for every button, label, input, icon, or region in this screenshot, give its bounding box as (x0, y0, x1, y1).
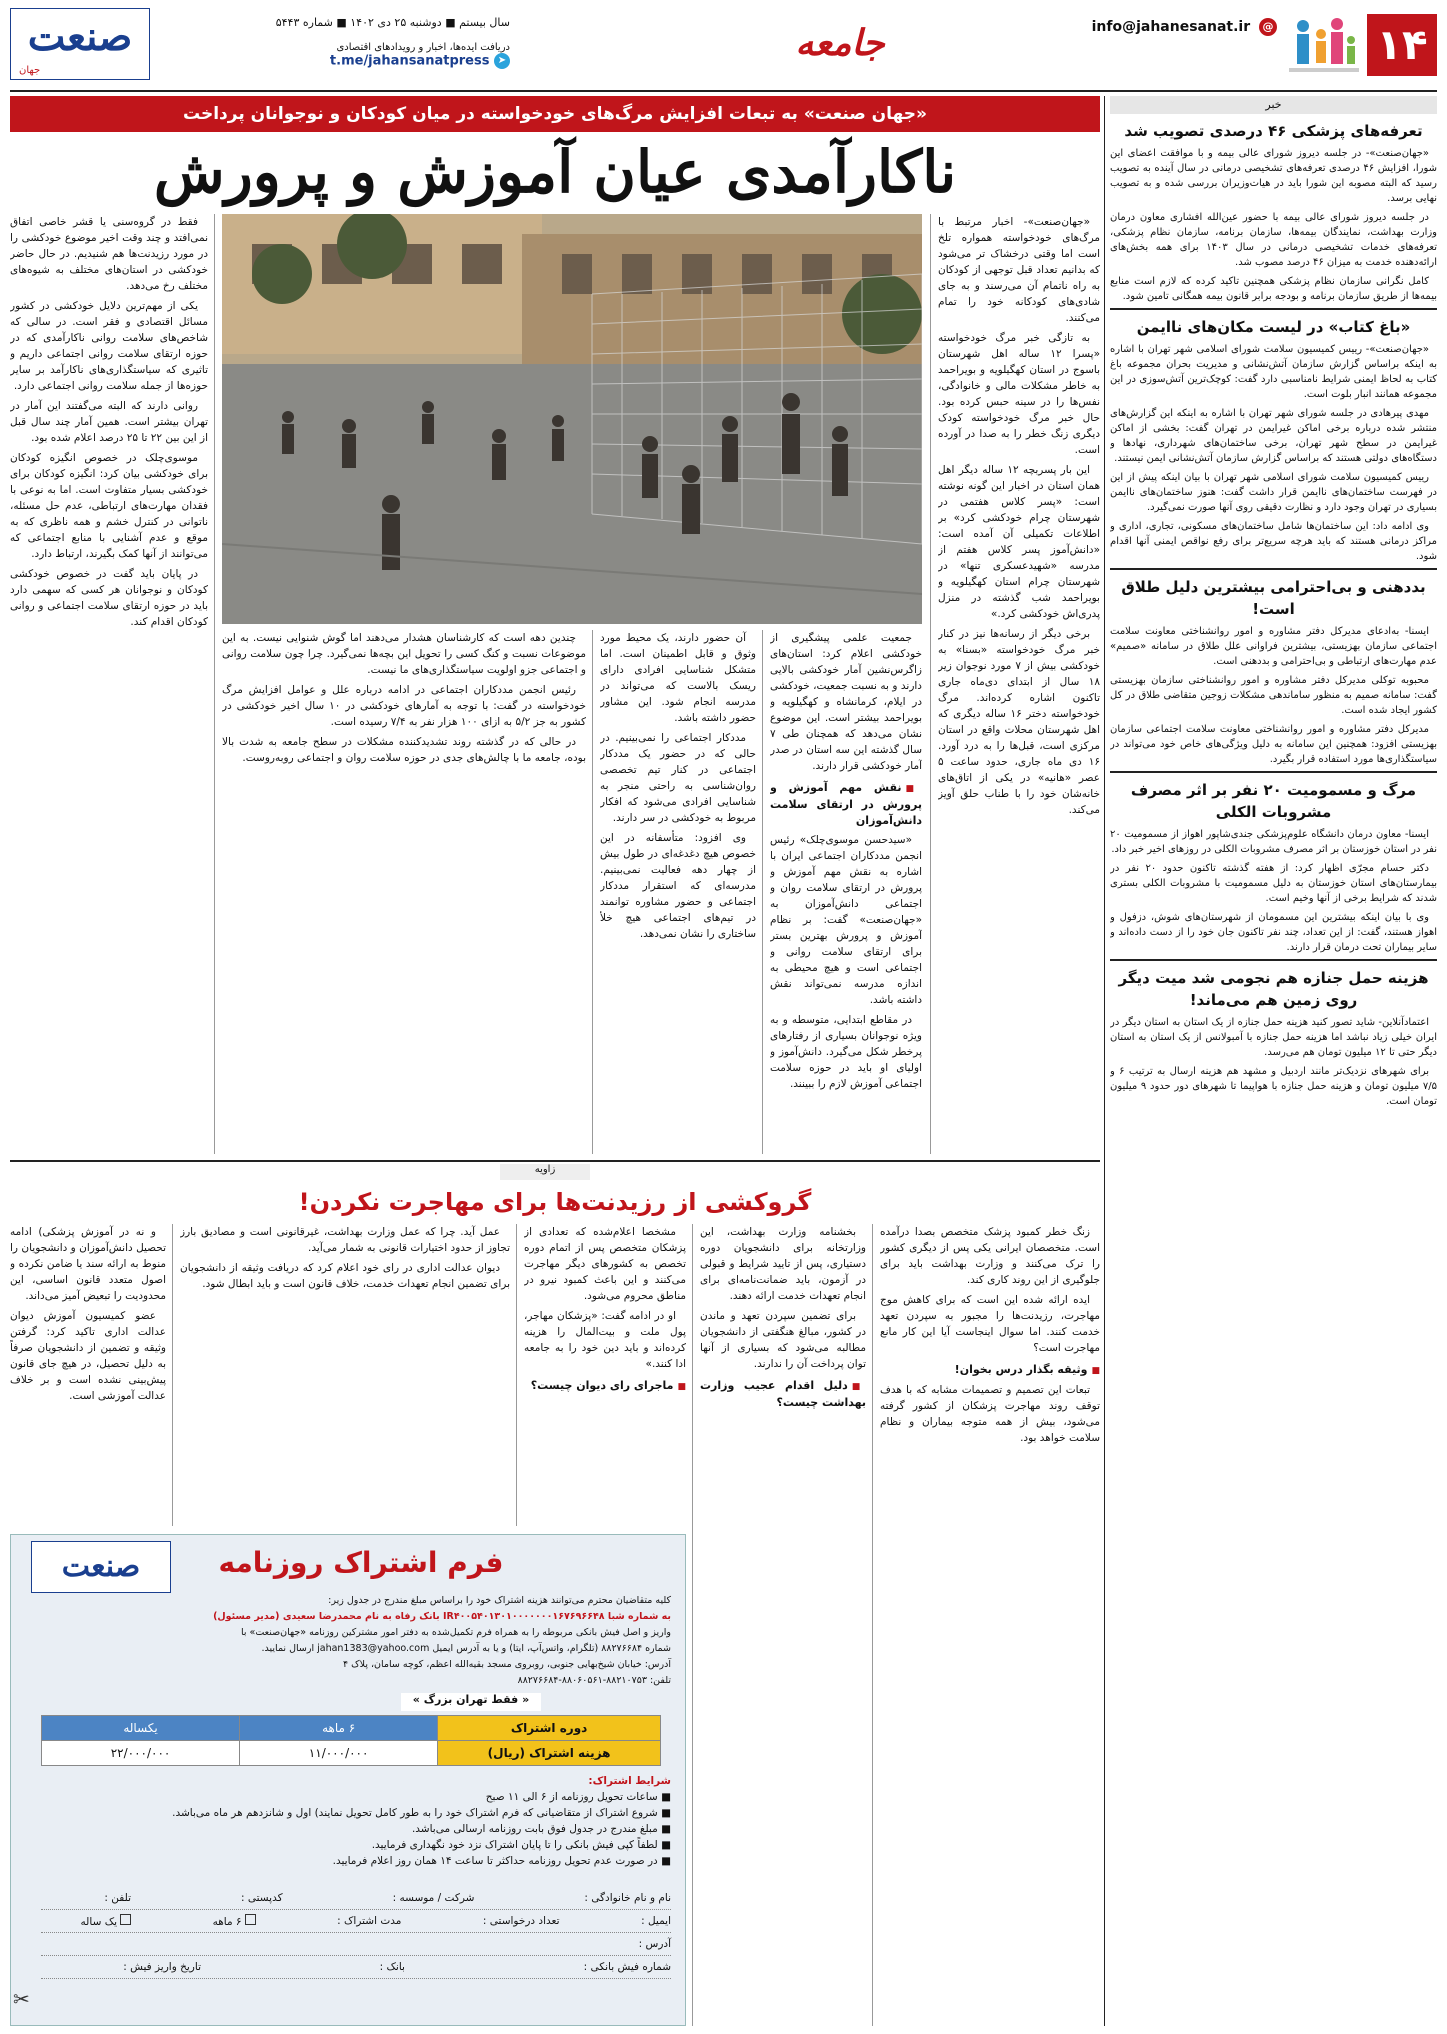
bottom-column-1: زنگ خطر کمبود پزشک متخصص بصدا درآمده است. متخصصان ایرانی یکی پس از دیگری کشور را ترک می‌کنند و وزارت بهداشت باید برای جلوگیری از این روند کاری کند. ایده ارائه شده این است که برای کاهش موج مهاجرت، رزیدنت‌ها را مجبور به سپردن تعهد خدمت کنند. اما سوال اینجاست آیا این کار مانع مهاجرت است؟ ■ وثیقه بگذار درس بخوان! تبعات این تصمیم و تصمیمات مشابه که با هدف توقف روند مهاجرت پزشکان از کشور گرفته می‌شود، بیش از همه متوجه بیماران و نظام سلامت خواهد بود. (880, 1224, 1100, 2026)
lead-kicker: «جهان صنعت» به تبعات افزایش مرگ‌های خودخواسته در میان کودکان و نوجوانان پرداخت (182, 104, 928, 124)
telegram-link[interactable]: t.me/jahansanatpress (329, 53, 490, 69)
form-notice: کلیه متقاضیان محترم می‌توانند هزینه اشتراک خود را براساس مبلغ مندرج در جدول زیر: به شماره شبا IR۴۰۰۵۴۰۱۳۰۱۰۰۰۰۰۰۰۱۶۷۶۹۶۶۴۸ بانک رفاه به نام محمدرضا سعیدی (مدیر مسئول) واریز و اصل فیش بانکی مربوطه را به همراه فرم تکمیل‌شده به دفتر امور مشترکین روزنامه «جهان‌صنعت» با شماره ۸۸۲۷۶۶۸۴ (تلگرام، واتس‌آپ، ایتا) و یا به آدرس ایمیل jahan1383@yahoo.com ارسال نمایید. آدرس: خیابان شیخ‌بهایی جنوبی، روبروی مسجد بقیه‌الله اعظم، کوچه سامان، پلاک ۴ تلفن: ۸۸۲۱۰۷۵۳-۸۸۰۶۰۵۶۱-۸۸۲۷۶۶۸۴ (213, 1595, 671, 1686)
form-logo: صنعت (31, 1541, 171, 1593)
form-fields (41, 1887, 671, 2017)
date-field[interactable]: تاریخ واریز فیش : (123, 1961, 201, 1973)
postal-field[interactable]: کدپستی : (240, 1892, 283, 1904)
lead-column-5: فقط در گروه‌سنی یا قشر خاصی اتفاق نمی‌افتد و چند وقت اخیر موضوع خودکشی را در مورد رزیدنت‌ها هم شنیدیم. در حال حاضر خودکشی در استان‌های مختلف به شیوه‌های مختلف رخ می‌دهد. یکی از مهم‌ترین دلایل خودکشی در کشور مسائل اقتصادی و فقر است. در سالی که شاخص‌های سلامت روانی ناکارآمدی که در حوزه ارتقای سلامت روانی اجتماعی داریم و تاثیری که سیاستگذاری‌های ناکارآمد بر سایر حوزه‌ها از جمله سلامت روانی اجتماعی دارد. روانی دارند که البته می‌گفتند این آمار در تهران بیشتر است. همین آمار چند سال قبل از این بین ۲۲ تا ۲۵ درصد اعلام شده بود. موسوی‌چلک در خصوص انگیزه کودکان برای خودکشی بیان کرد: انگیزه کودکان برای خودکشی بسیار متفاوت است. اما به نوعی با فقدان مهارت‌های ارتباطی، عدم حل مسئله، ناتوانی در کنترل خشم و همه ناظری که به موقع و عدم آشنایی با منابع اجتماعی که می‌توانند از آنها کمک بگیرند، ارتباط دارد. در پایان باید گفت در خصوص خودکشی کودکان و نوجوانان هر کسی که سهمی دارد باید در حوزه ارتقای سلامت اجتماعی و روانی کودکان اقدام کند. (10, 216, 208, 628)
lead-column-3: آن حضور دارند، یک محیط مورد وثوق و قابل اطمینان است. اما متشکل شناسایی افرادی دارای ریسک بالاست که می‌تواند در مدرسه انجام شود. این مشاور حضور داشته باشد. مددکار اجتماعی را نمی‌بینیم. در حالی که در حضور یک مددکار اجتماعی در کنار تیم تخصصی روان‌شناسی به راحتی منجر به شناسایی افرادی می‌شود که افکار مربوط به خودکشی در سر دارند. وی افزود: متأسفانه در این خصوص هیچ دغدغه‌ای در طول بیش از چهار دهه فعالیت نمی‌بینیم. مدرسه‌ای که استقرار مددکار اجتماعی و حضور مشاوره توانمند در تیم‌های اجتماعی هیچ خلأ ساختاری را نشان نمی‌دهد. (600, 632, 756, 940)
subscription-form (10, 1534, 686, 2026)
email-field[interactable]: ایمیل : (641, 1915, 671, 1927)
sidebar-label: خبر (1110, 96, 1437, 114)
lead-column-2: جمعیت علمی پیشگیری از خودکشی اعلام کرد: استان‌های زاگرس‌نشین آمار خودکشی بالایی دارند و به نسبت جمعیت، خودکشی در ایلام، کرمانشاه و کهگیلویه و بویراحمد بیشتر است. این موضوع نشان می‌دهد که همچنان طی ۷ سال گذشته این سه استان در صدر آمار خودکشی قرار دارند. ■ نقش مهم آموزش و پرورش در ارتقای سلامت دانش‌آموزان «سیدحسن موسوی‌چلک» رئیس انجمن مددکاران اجتماعی ایران با اشاره به نقش مهم آموزش و پرورش در ارتقای سلامت روان و اجتماعی دانش‌آموزان به «جهان‌صنعت» گفت: بر نظام آموزش و پرورش بهترین بستر برای ارتقای سلامت روانی و اجتماعی است و هیچ محیطی به اندازه مدرسه نمی‌تواند نقش داشته باشد. در مقاطع ابتدایی، متوسطه و به ویژه نوجوانان بسیاری از رفتارهای پرخطر شکل می‌گیرد. دانش‌آموز و اولیای او باید در حوزه سلامت اجتماعی آموزش لازم را ببینند. (770, 630, 922, 1154)
bottom-column-2: بخشنامه وزارت بهداشت، این وزارتخانه برای دانشجویان دوره دستیاری، پس از تایید شرایط و قبولی در آزمون، باید ضمانت‌نامه‌ای برای انجام تعهدات خدمت ارائه دهند. برای تضمین سپردن تعهد و ماندن در کشور، مبالغ هنگفتی از دانشجویان مطالبه می‌شود که بسیاری از آنها توان پرداخت آن را ندارند. ■ دلیل اقدام عجیب وزارت بهداشت چیست؟ (700, 1224, 866, 2026)
schoolyard-photo (222, 214, 922, 624)
name-field[interactable]: نام و نام خانوادگی : (584, 1892, 671, 1904)
lead-column-1: «جهان‌صنعت»- اخبار مرتبط با مرگ‌های خودخواسته همواره تلخ است اما وقتی درخشاک تر می‌شود که بدانیم تعداد قبل توجهی از کودکان به راه ناتمام آن می‌رسند و به جای شادی‌های کودکانه خود را تمام می‌کنند. به تازگی خبر مرگ خودخواسته «پسرا ۱۲ ساله اهل شهرستان باسوج در استان کهگیلویه و بویراحمد به خاطر مشکلات مالی و خانوادگی، نفس‌ها را در سینه حبس کرده بود. حال خبر مرگ خودخواسته کودک دیگری زنگ خطر را به صدا در آورده است. این بار پسربچه ۱۲ ساله دیگر اهل همان استان در اخبار این گونه نوشته است: «پسر کلاس هفتمی در شهرستان چرام خودکشی کرد» بر اطلاعات تکمیلی آن آمده است: «دانش‌آموز پسر کلاس هفتم از مدرسه «شهیدعسکری تنها» در شهرستان چرام استان کهگیلویه و بویراحمد شب گذشته در منزل پدری‌اش خودکشی کرد.» برخی دیگر از رسانه‌ها نیز در کنار خبر مرگ خودخواسته «بسنا» به خودکشی بیش از ۷ مورد نوجوان زیر ۱۸ سال از ابتدای دی‌ماه جاری تاکنون اشاره کرده‌اند. مرگ خودخواسته دختر ۱۶ ساله دیگری که اهل شهرستان محلات واقع در استان مرکزی است، قبل‌ها را به درد آورد. ۱۶ دی ماه جاری، حدود ساعت ۵ عصر «هانیه» در یکی از اتاق‌های خانه‌شان خود را با طناب حلق آویز می‌کند. (938, 216, 1100, 816)
bottom-column-5: و نه در آموزش پزشکی) ادامه تحصیل دانش‌آموزان و دانشجویان را منوط به ارائه سند یا ضامن نکرده و اصول متعدد قانون اساسی، این محدودیت را تبعیض آمیز می‌داند. عضو کمیسیون آموزش دیوان عدالت اداری تاکید کرد: گرفتن وثیقه و تضمین از دانشجویان صرفاً به دلیل تحصیل، در هیچ جای قانون پیش‌بینی نشده است و بر خلاف عدالت آموزشی است. (10, 1226, 166, 1402)
news1-title: تعرفه‌های پزشکی ۴۶ درصدی تصویب شد (1124, 122, 1423, 140)
company-field[interactable]: شرکت / موسسه : (392, 1892, 475, 1904)
address-field[interactable]: آدرس : (638, 1938, 671, 1950)
lead-title: ناکارآمدی عیان آموزش و پرورش (153, 138, 957, 206)
newspaper-logo (10, 8, 150, 80)
section-title: جامعه (795, 22, 885, 64)
bottom-label: زاویه (500, 1164, 590, 1180)
lead-kicker-bar (10, 96, 1100, 132)
header-rule (10, 90, 1437, 92)
phone-field[interactable]: تلفن : (104, 1892, 131, 1904)
bank-field[interactable]: بانک : (379, 1961, 405, 1973)
one-year-checkbox[interactable]: یک ساله (41, 1914, 131, 1928)
logo-text: صنعت (27, 13, 133, 60)
bottom-rule (10, 1160, 1100, 1162)
logo-small: جهان (19, 65, 41, 76)
lead-photo (222, 214, 922, 624)
telegram-note: دریافت ایده‌ها، اخبار و رویدادهای اقتصادی (336, 42, 510, 53)
form-title: فرم اشتراک روزنامه (218, 1546, 504, 1579)
news5-title: هزینه حمل جنازه هم نجومی شد میت دیگر روی زمین هم می‌ماند! (1118, 969, 1429, 1009)
six-month-checkbox[interactable]: ۶ ماهه (213, 1914, 256, 1928)
lead-subheading: ■ نقش مهم آموزش و پرورش در ارتقای سلامت دانش‌آموزان (770, 780, 922, 829)
family-icon (1289, 14, 1359, 76)
conditions: شرایط اشتراک: ■ ساعات تحویل روزنامه از ۶ الی ۱۱ صبح ■ شروع اشتراک از متقاضیانی که فرم اشتراک خود را به طور کامل تحویل نمایند) اول و شانزدهم هر ماه می‌باشد. ■ مبلغ مندرج در جدول فوق بابت روزنامه ارسالی می‌باشد. ■ لطفاً کپی فیش بانکی را تا پایان اشتراک نزد خود نگهداری فرمایید. ■ در صورت عدم تحویل روزنامه حداکثر تا ساعت ۱۴ همان روز اعلام فرمایید. (172, 1775, 671, 1867)
sidebar: خبر تعرفه‌های پزشکی ۴۶ درصدی تصویب شد «جهان‌صنعت»- در جلسه دیروز شورای عالی بیمه و با موافقت اعضای این شورا، افزایش ۴۶ درصدی تعرفه‌های تشخیصی درمانی در سال آینده به تصویب رسید که البته مصوبه این شورا باید در هیات‌وزیران بررسی شده و به تصویب نهایی برسد. در جلسه دیروز شورای عالی بیمه با حضور عین‌الله افشاری معاون درمان وزارت بهداشت، نمایندگان بیمه‌ها، سازمان برنامه، سازمان نظام پزشکی، تعرفه‌های خدمات تشخیصی درمانی در سال ۱۴۰۳ برای همه بخش‌های ارائه‌دهنده خدمت به میزان ۴۶ درصد مصوب شد. کامل نگرانی سازمان نظام پزشکی همچنین تاکید کرده که لازم است منابع بیمه‌ها از طریق سازمان برنامه و بودجه برابر قانون بیمه همگانی تامین شود. «باغ کتاب» در لیست مکان‌های ناایمن «جهان‌صنعت»- رییس کمیسیون سلامت شورای اسلامی شهر تهران با اشاره به اینکه براساس گزارش سازمان آتش‌نشانی و مدیریت بحران مجموعه باغ کتاب به لحاظ ایمنی شرایط نامناسبی دارد گفت: کوچک‌ترین آتش‌سوزی در این مجموعه همانند انبار بلوت است. مهدی پیرهادی در جلسه شورای شهر تهران با اشاره به اینکه این گزارش‌های منتشر شده درباره برخی اماکن غیرایمن در تهران گفت: بخشی از اماکن غیرایمن در سطح شهر تهران، برخی ساختمان‌های شهرداری، نهادها و دستگاه‌های دولتی هستند که براساس گزارش سازمان آتش‌نشانی ایمن نیستند. رییس کمیسیون سلامت شورای اسلامی شهر تهران با بیان اینکه پیش از این در فهرست ساختمان‌های ناایمن قرار داشت گفت: هنوز ساختمان‌های ناایمن بسیاری در تهران وجود دارد و نظارت دقیقی روی آنها صورت نمی‌گیرد. وی ادامه داد: این ساختمان‌ها شامل ساختمان‌های مسکونی، تجاری، اداری و مراکز درمانی هستند که باید هرچه سریع‌تر برای رفع نواقص ایمنی آنها اقدام شود. بددهنی و بی‌احترامی بیشترین دلیل طلاق است! ایسنا- به‌ادعای مدیرکل دفتر مشاوره و امور روانشناختی معاونت سلامت اجتماعی سازمان بهزیستی، بیشترین فراوانی علل طلاق در سامانه «صمیم» عدم مهارت‌های ارتباطی و بی‌احترامی و بددهنی است. محبوبه توکلی مدیرکل دفتر مشاوره و امور روانشناختی سازمان بهزیستی گفت: سامانه صمیم به منظور ساماندهی مشکلات زوجین متقاضی طلاق در کل کشور ایجاد شده است. مدیرکل دفتر مشاوره و امور روانشناختی معاونت سلامت اجتماعی سازمان بهزیستی افزود: همچنین این سامانه به دلیل ویژگی‌های خاص خود می‌تواند در سیاستگذاری‌ها مورد استفاده قرار بگیرد. مرگ و مسمومیت ۲۰ نفر بر اثر مصرف مشروبات الکلی ایسنا- معاون درمان دانشگاه علوم‌پزشکی جندی‌شاپور اهواز از مسمومیت ۲۰ نفر در استان خوزستان بر اثر مصرف مشروبات الکلی در روزهای اخیر خبر داد. دکتر حسام مجرّی اظهار کرد: از هفته گذشته تاکنون حدود ۲۰ نفر در بیمارستان‌های استان خوزستان به دلیل مسمومیت با مشروبات الکلی بستری شدند که شرایط برخی از آنها وخیم است. وی با بیان اینکه بیشترین این مسمومان از شهرستان‌های شوش، دزفول و اهواز هستند، گفت: از این تعداد، چند نفر تاکنون جان خود را از دست داده‌اند و سایر بیماران تحت درمان قرار دارند. هزینه حمل جنازه هم نجومی شد میت دیگر روی زمین هم می‌ماند! اعتمادآنلاین- شاید تصور کنید هزینه حمل جنازه از یک استان به استان دیگر در ایران خیلی زیاد نباشد اما هزینه حمل جنازه با آمبولانس از یک استان به استان دیگر حتی تا ۱۲ میلیون تومان هم می‌رسد. برای شهرهای نزدیک‌تر مانند اردبیل و مشهد هم هزینه ارسال به ترتیب ۶ و ۷/۵ میلیون تومان و هزینه حمل جنازه با هواپیما تا شهرهای دور حدود ۹ میلیون تومان است. (1110, 98, 1437, 1107)
receipt-field[interactable]: شماره فیش بانکی : (583, 1961, 671, 1973)
telegram-box[interactable] (160, 42, 510, 82)
period-field: مدت اشتراک : (337, 1915, 402, 1927)
bottom-column-3: مشخصا اعلام‌شده که تعدادی از پزشکان متخصص پس از اتمام دوره تخصص به کشورهای دیگر مهاجرت می‌کنند و این باعث کمبود نیرو در مناطق محروم می‌شود. او در ادامه گفت: «پزشکان مهاجر، پول ملت و بیت‌المال را هزینه کرده‌اند و باید دین خود را به جامعه ادا کنند.» ■ ماجرای رای دیوان چیست؟ (524, 1224, 686, 1526)
news3-title: بددهنی و بی‌احترامی بیشترین دلیل طلاق است! (1121, 578, 1426, 618)
news4-title: مرگ و مسمومیت ۲۰ نفر بر اثر مصرف مشروبات الکلی (1130, 781, 1417, 821)
count-field[interactable]: تعداد درخواستی : (482, 1915, 560, 1927)
page-number: ۱۴ (1376, 20, 1428, 69)
scissors-icon: ✂ (13, 1987, 30, 2011)
page-number-box (1367, 14, 1437, 76)
bottom-title: گروکشی از رزیدنت‌ها برای مهاجرت نکردن! (298, 1188, 812, 1216)
tehran-only: « فقط تهران بزرگ » (401, 1693, 541, 1711)
mail-icon: @ (1259, 18, 1277, 36)
price-table: دوره اشتراک ۶ ماهه یکساله هزینه اشتراک (ریال) ۱۱/۰۰۰/۰۰۰ ۲۲/۰۰۰/۰۰۰ (41, 1715, 661, 1766)
email-link[interactable]: info@jahanesanat.ir @ (1077, 14, 1277, 40)
bottom-column-4: عمل آید. چرا که عمل وزارت بهداشت، غیرقانونی است و مصادیق بارز تجاوز از حدود اختیارات قانونی به شمار می‌آید. دیوان عدالت اداری در رای خود اعلام کرد که دریافت وثیقه از دانشجویان برای تضمین انجام تعهدات خدمت، خلاف قانون است و باید ابطال شود. (180, 1226, 510, 1290)
edition-info: سال بیستم ■ دوشنبه ۲۵ دی ۱۴۰۲ ■ شماره ۵۴۴۳ (275, 16, 510, 29)
telegram-icon: ➤ (494, 53, 510, 69)
page-header (0, 0, 1447, 90)
lead-column-4: چندین دهه است که کارشناسان هشدار می‌دهند اما گوش شنوایی نیست. به این موضوعات نسبت و کنگ کسی را تحویل این بچه‌ها نمی‌گیرد. چرا چون سلامت روانی و اجتماعی جزو اولویت سیاستگذاری‌های ما نیست. رئیس انجمن مددکاران اجتماعی در ادامه درباره علل و عوامل افزایش مرگ خودخواسته در گفت: با توجه به آمارهای خودکشی در ۱۰ سال اخیر خودکشی در کشور به جز ۵/۲ به ازای ۱۰۰ هزار نفر به ۷/۴ رسیده است. در حالی که در گذشته روند تشدیدکننده مشکلات در سطح جامعه به شدت بالا بوده، جامعه ما با چالش‌های جدی در حوزه سلامت روان و اجتماعی روبه‌روست. (222, 632, 586, 764)
news2-title: «باغ کتاب» در لیست مکان‌های ناایمن (1136, 318, 1411, 336)
